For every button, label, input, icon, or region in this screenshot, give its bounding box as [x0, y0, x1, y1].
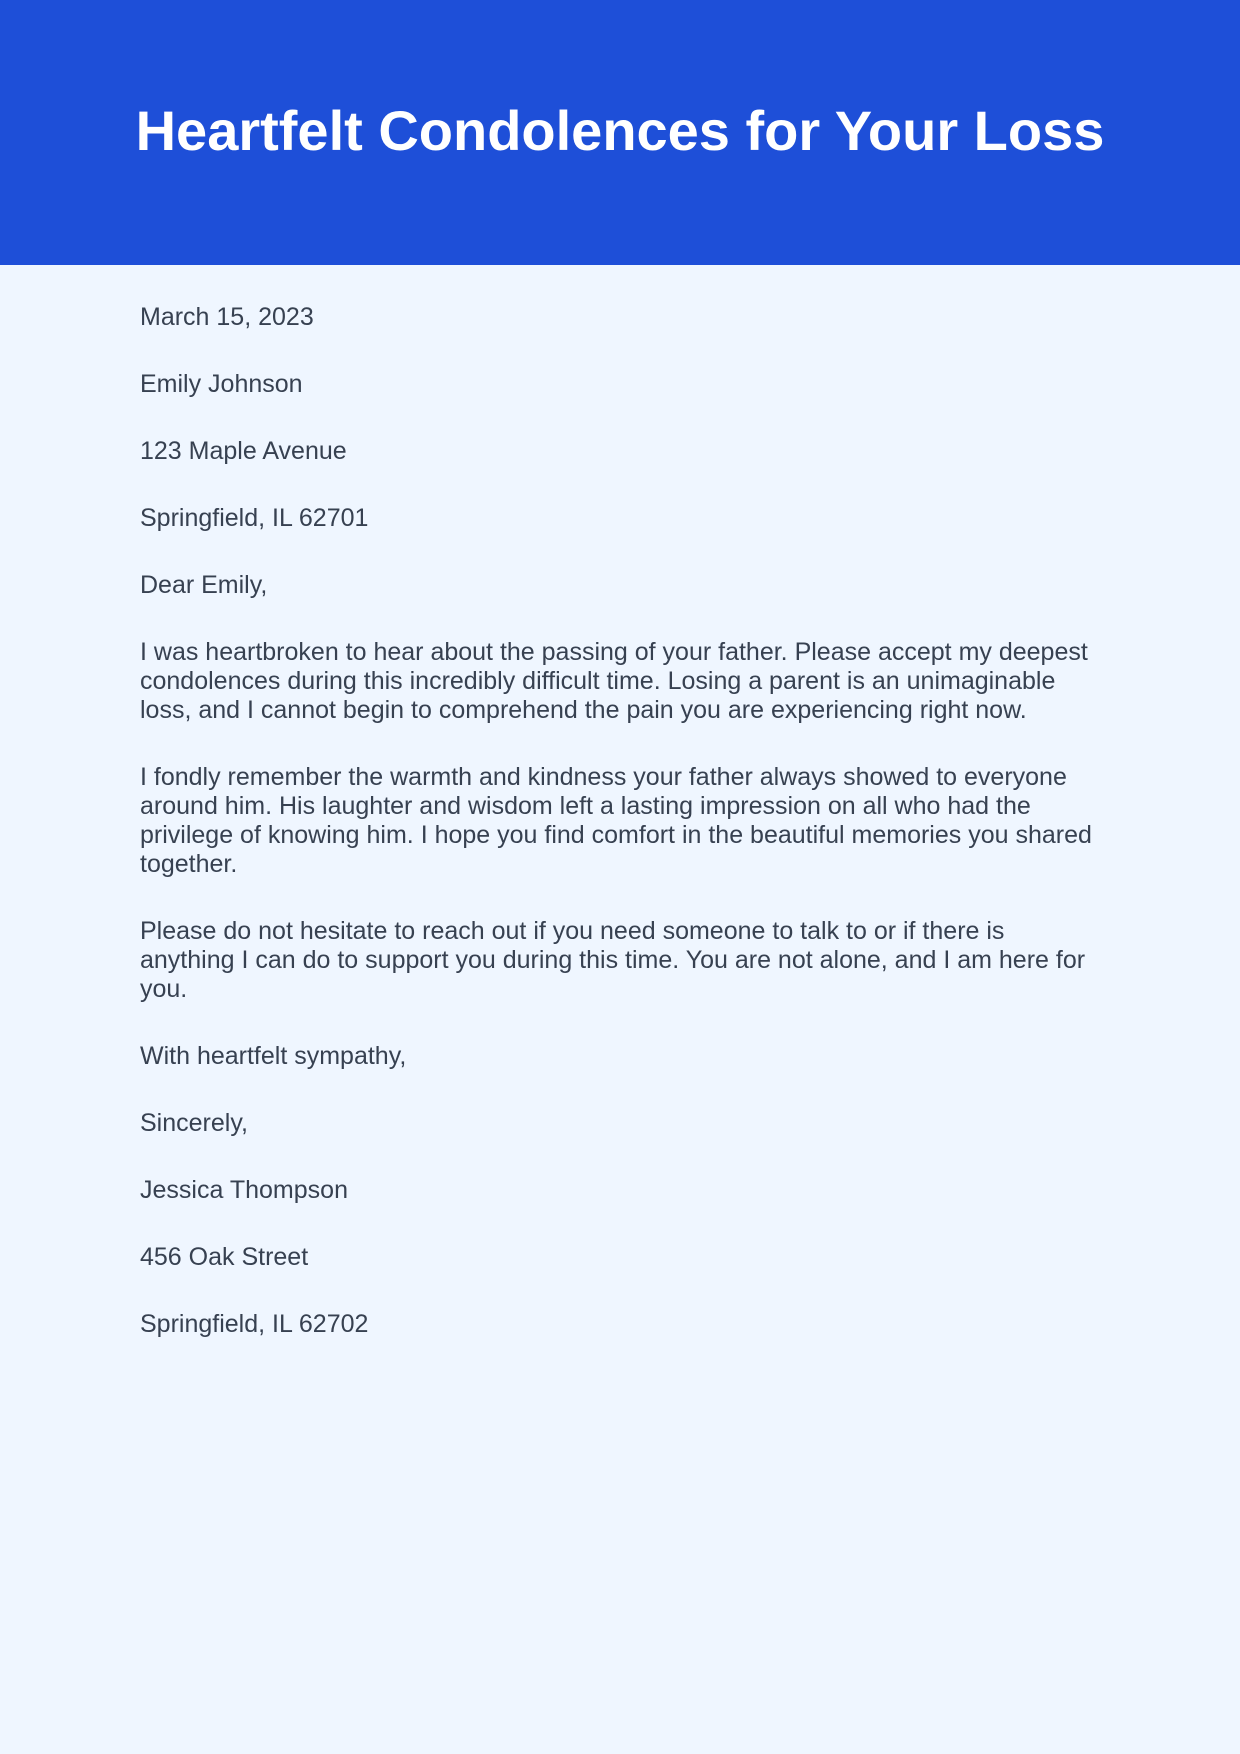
sign-off: Sincerely, — [140, 1109, 248, 1137]
sender-name: Jessica Thompson — [140, 1176, 348, 1204]
paragraph-1: I was heartbroken to hear about the passing of your father. Please accept my deepest condolences during this incredibly difficult time. Losing a parent is an unimaginable loss, and I cannot begin to comprehend the pain you are experiencing right now. — [140, 638, 1088, 724]
header-banner — [0, 0, 1240, 265]
recipient-street: 123 Maple Avenue — [140, 437, 347, 465]
sender-city: Springfield, IL 62702 — [140, 1310, 369, 1338]
paragraph-3: Please do not hesitate to reach out if you need someone to talk to or if there is anything I can do to support you during this time. You are not alone, and I am here for you. — [140, 917, 1086, 1003]
sender-street: 456 Oak Street — [140, 1243, 309, 1271]
letter-body — [0, 265, 1240, 1339]
paragraph-2: I fondly remember the warmth and kindness your father always showed to everyone around him. His laughter and wisdom left a lasting impression on all who had the privilege of knowing him. I hope you find comfort in the beautiful memories you shared together. — [140, 763, 1092, 878]
page-title: Heartfelt Condolences for Your Loss — [135, 99, 1105, 162]
recipient-name: Emily Johnson — [140, 370, 303, 398]
salutation: Dear Emily, — [140, 571, 268, 599]
letter-date: March 15, 2023 — [140, 303, 314, 331]
recipient-city: Springfield, IL 62701 — [140, 504, 369, 532]
closing-line: With heartfelt sympathy, — [140, 1042, 407, 1070]
